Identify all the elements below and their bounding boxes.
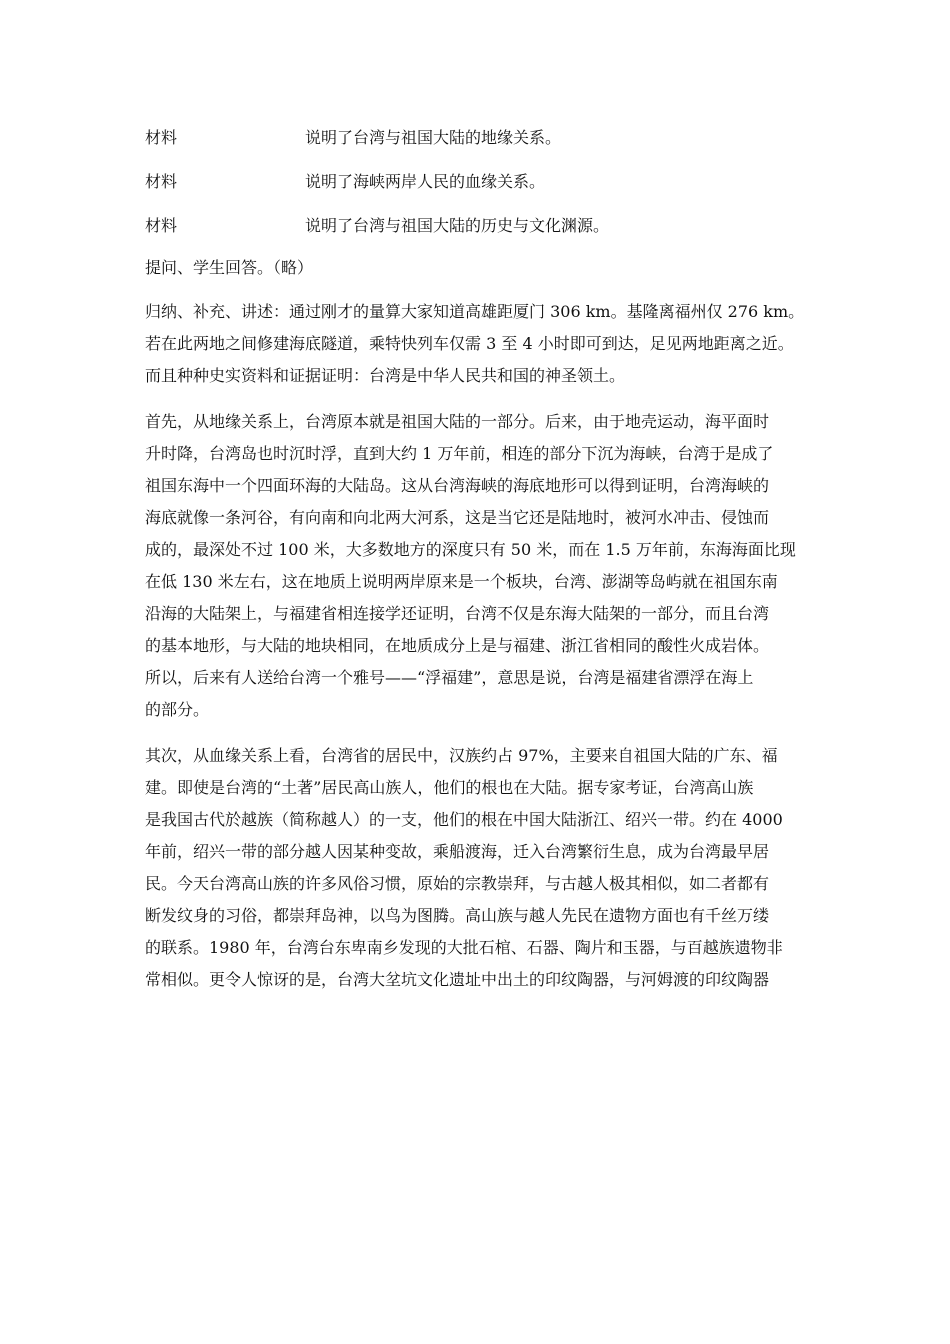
material-row <box>145 168 809 212</box>
text-line: 若在此两地之间修建海底隧道，乘特快列车仅需 3 至 4 小时即可到达，足见两地距离之近。 <box>145 334 794 353</box>
text-line: 成的，最深处不过 100 米，大多数地方的深度只有 50 米，而在 1.5 万年前，东海海面比现 <box>145 540 796 559</box>
text-line: 首先，从地缘关系上，台湾原本就是祖国大陆的一部分。后来，由于地壳运动，海平面时 <box>145 412 770 431</box>
text-line: 的联系。1980 年，台湾台东卑南乡发现的大批石棺、石器、陶片和玉器，与百越族遗物非 <box>145 938 783 957</box>
material-text: 说明了台湾与祖国大陆的地缘关系。 <box>305 128 562 147</box>
material-row <box>145 124 809 168</box>
material-text: 说明了台湾与祖国大陆的历史与文化渊源。 <box>305 216 610 235</box>
text-line: 是我国古代於越族（简称越人）的一支，他们的根在中国大陆浙江、绍兴一带。约在 4000 <box>145 810 783 829</box>
paragraph-kinship <box>145 740 809 996</box>
material-text: 说明了海峡两岸人民的血缘关系。 <box>305 172 546 191</box>
text-line: 断发纹身的习俗，都崇拜岛神，以鸟为图腾。高山族与越人先民在遗物方面也有千丝万缕 <box>145 906 770 925</box>
text-line: 民。今天台湾高山族的许多风俗习惯，原始的宗教崇拜，与古越人极其相似，如二者都有 <box>145 874 770 893</box>
text-line: 升时降，台湾岛也时沉时浮，直到大约 1 万年前，相连的部分下沉为海峡，台湾于是成了 <box>145 444 774 463</box>
text-line: 年前，绍兴一带的部分越人因某种变故，乘船渡海，迁入台湾繁衍生息，成为台湾最早居 <box>145 842 770 861</box>
paragraph-geography <box>145 406 809 726</box>
text-line: 建。即使是台湾的“土著”居民高山族人，他们的根也在大陆。据专家考证，台湾高山族 <box>145 778 754 797</box>
text-line: 而且种种史实资料和证据证明：台湾是中华人民共和国的神圣领土。 <box>145 366 626 385</box>
text-line: 海底就像一条河谷，有向南和向北两大河系，这是当它还是陆地时，被河水冲击、侵蚀而 <box>145 508 770 527</box>
text-line: 在低 130 米左右，这在地质上说明两岸原来是一个板块，台湾、澎湖等岛屿就在祖国东南 <box>145 572 778 591</box>
text-line: 其次，从血缘关系上看，台湾省的居民中，汉族约占 97%，主要来自祖国大陆的广东、福 <box>145 746 778 765</box>
document-page <box>145 124 809 1010</box>
prompt-line: 提问、学生回答。（略） <box>145 258 314 277</box>
text-line: 沿海的大陆架上，与福建省相连接学还证明，台湾不仅是东海大陆架的一部分，而且台湾 <box>145 604 770 623</box>
paragraph-summary <box>145 296 809 392</box>
text-line: 的基本地形，与大陆的地块相同，在地质成分上是与福建、浙江省相同的酸性火成岩体。 <box>145 636 770 655</box>
text-line: 祖国东海中一个四面环海的大陆岛。这从台湾海峡的海底地形可以得到证明，台湾海峡的 <box>145 476 770 495</box>
text-line: 归纳、补充、讲述：通过刚才的量算大家知道高雄距厦门 306 km。基隆离福州仅 276 km。 <box>145 302 805 321</box>
material-label: 材料 <box>145 172 178 191</box>
material-label: 材料 <box>145 216 178 235</box>
text-line: 常相似。更令人惊讶的是，台湾大坌坑文化遗址中出土的印纹陶器，与河姆渡的印纹陶器 <box>145 970 770 989</box>
text-line: 所以，后来有人送给台湾一个雅号——“浮福建”，意思是说，台湾是福建省漂浮在海上 <box>145 668 754 687</box>
material-row <box>145 212 809 256</box>
text-line: 的部分。 <box>145 700 210 719</box>
material-label: 材料 <box>145 128 178 147</box>
